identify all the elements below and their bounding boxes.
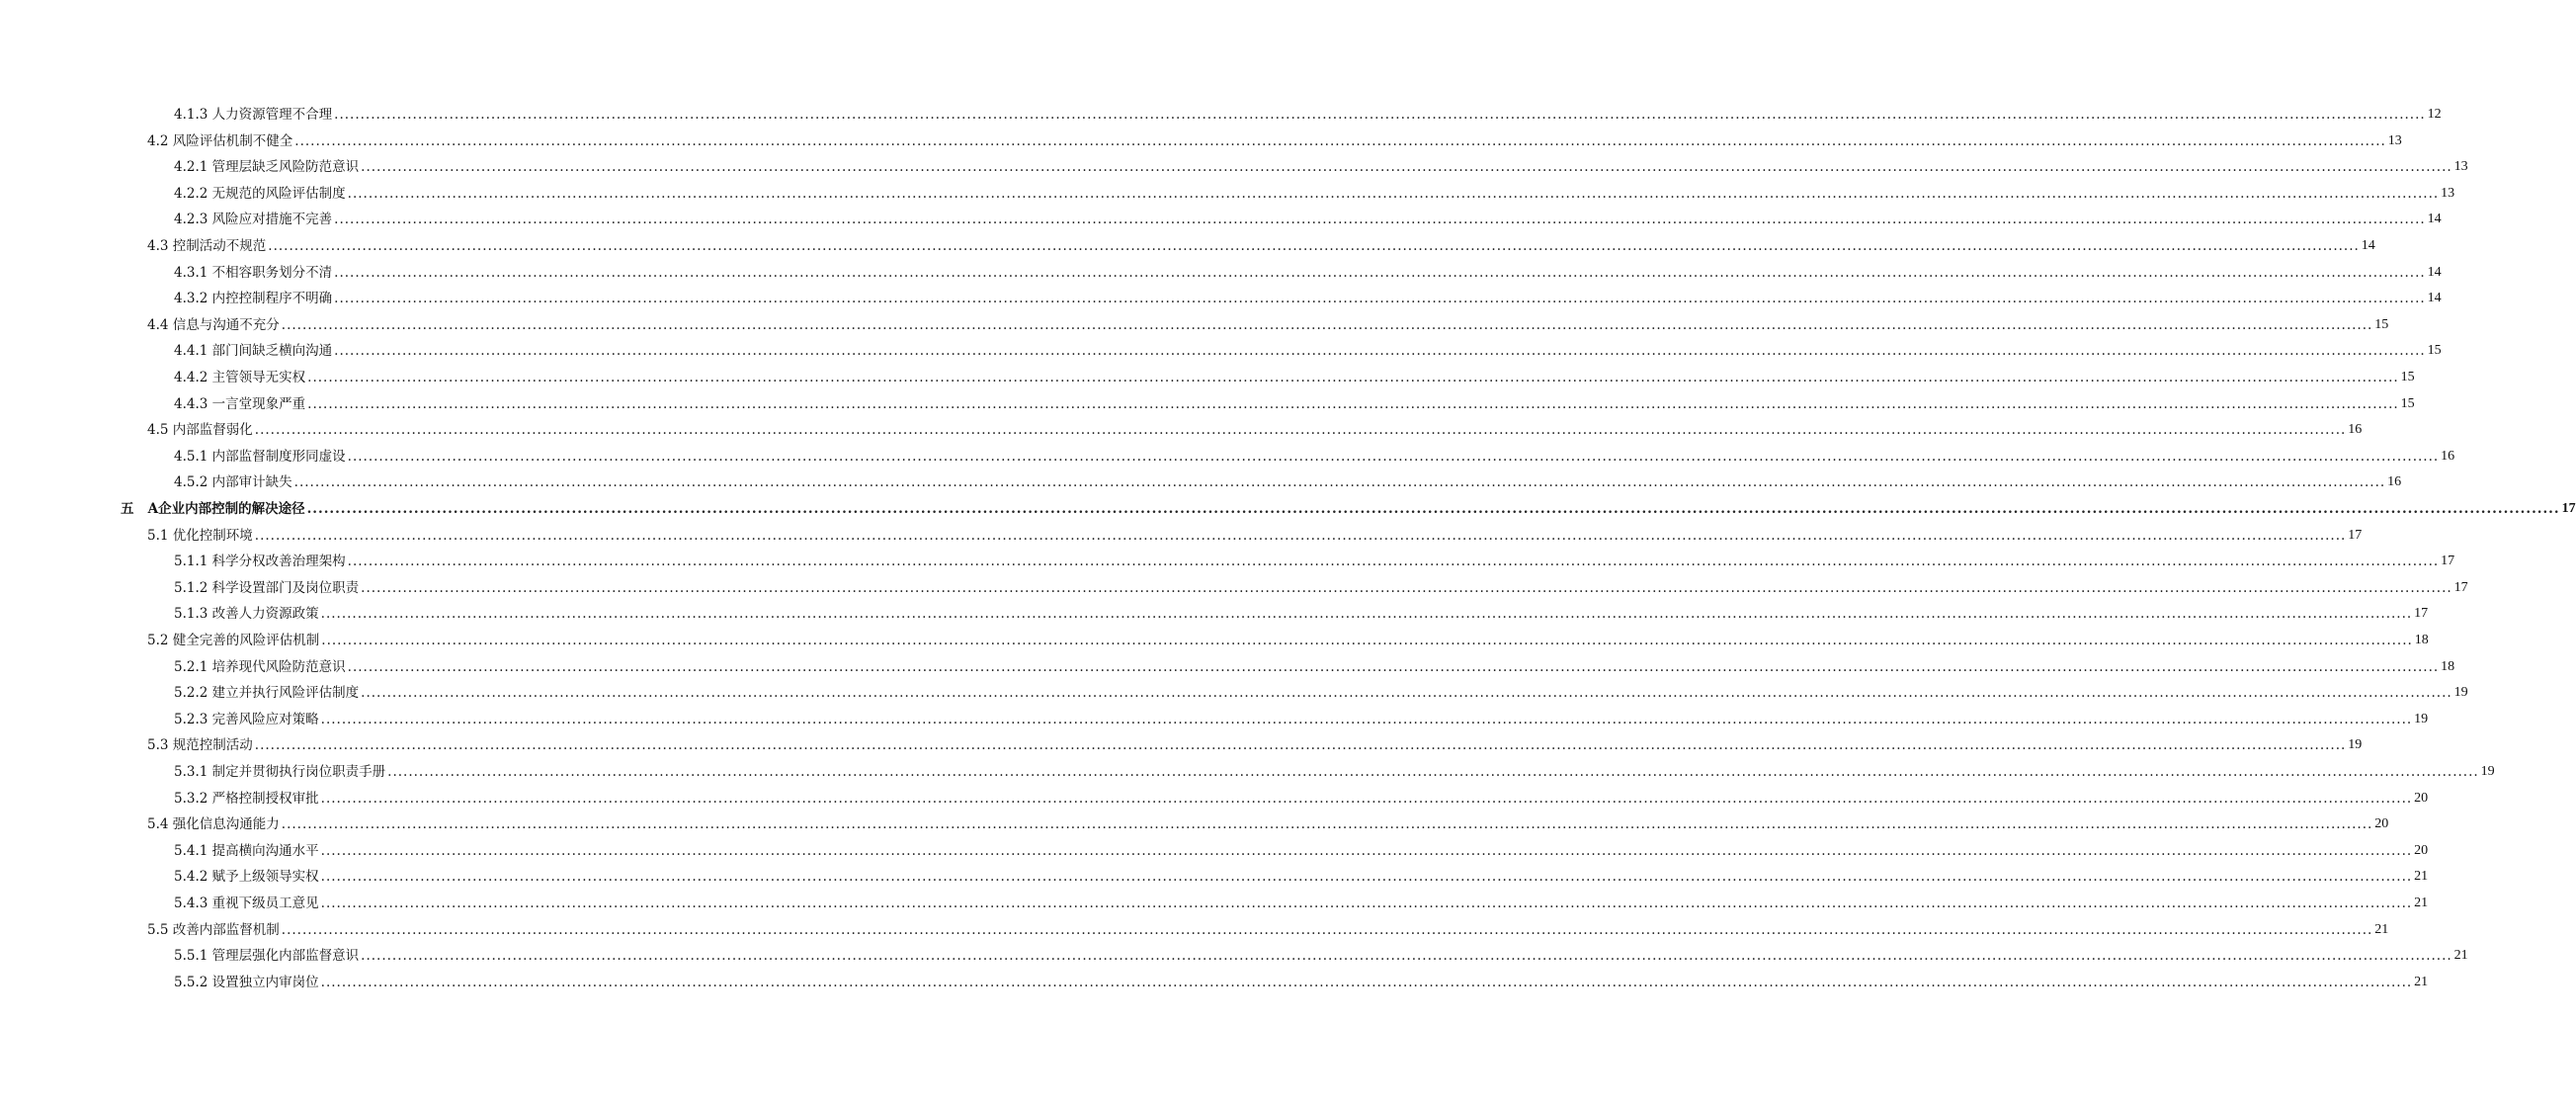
toc-entry-number: 五 — [121, 501, 134, 517]
toc-page-number: 12 — [2427, 107, 2442, 122]
toc-entry[interactable] — [174, 177, 2455, 203]
toc-entry-number: 5.5.1 — [174, 948, 208, 965]
toc-entry-label — [174, 185, 346, 203]
toc-entry-title: 部门间缺乏横向沟通 — [211, 343, 333, 360]
toc-entry-number: 5.3.1 — [174, 764, 208, 780]
toc-dot-leader: ................................................................................................................................................................................................................................................................................................................................................................................................................ — [334, 343, 2426, 360]
toc-dot-leader: ................................................................................................................................................................................................................................................................................................................................................................................................................ — [361, 685, 2452, 702]
toc-entry-number: 5.4.2 — [174, 869, 208, 886]
toc-dot-leader: ................................................................................................................................................................................................................................................................................................................................................................................................................ — [254, 422, 2347, 439]
toc-entry-number: 5.3 — [147, 737, 169, 754]
toc-entry-number: 4.3.2 — [174, 291, 208, 307]
toc-entry-number: 5.1.3 — [174, 606, 208, 623]
toc-entry[interactable] — [174, 361, 2415, 386]
toc-page-number: 16 — [2441, 448, 2455, 464]
toc-entry[interactable] — [174, 203, 2442, 228]
toc-entry-label — [174, 211, 332, 228]
toc-dot-leader: ................................................................................................................................................................................................................................................................................................................................................................................................................ — [268, 238, 2360, 254]
toc-entry-label — [174, 158, 359, 176]
toc-entry[interactable] — [174, 150, 2468, 176]
toc-page-number: 15 — [2400, 395, 2415, 411]
toc-page-number: 13 — [2441, 185, 2455, 201]
toc-page-number: 17 — [2414, 606, 2429, 622]
toc-entry[interactable] — [174, 334, 2442, 360]
toc-entry-number: 5.5 — [147, 921, 169, 938]
toc-entry-title: 建立并执行风险评估制度 — [211, 685, 360, 702]
toc-entry[interactable] — [147, 308, 2389, 334]
toc-dot-leader: ................................................................................................................................................................................................................................................................................................................................................................................................................ — [320, 790, 2413, 807]
toc-dot-leader: ................................................................................................................................................................................................................................................................................................................................................................................................................ — [361, 579, 2452, 596]
toc-entry-title: 科学设置部门及岗位职责 — [211, 579, 360, 596]
toc-page-number: 17 — [2441, 554, 2455, 569]
toc-entry-label — [174, 553, 346, 570]
toc-dot-leader: ................................................................................................................................................................................................................................................................................................................................................................................................................ — [361, 159, 2452, 176]
toc-page-number: 15 — [2374, 316, 2389, 332]
toc-entry-number: 4.2 — [147, 132, 169, 149]
toc-entry-title: 内部监督弱化 — [172, 422, 253, 439]
toc-page-number: 17 — [2348, 527, 2363, 543]
toc-page-number: 20 — [2414, 790, 2429, 806]
toc-entry[interactable] — [174, 545, 2455, 570]
toc-dot-leader: ................................................................................................................................................................................................................................................................................................................................................................................................................ — [334, 107, 2426, 123]
toc-entry[interactable] — [174, 860, 2429, 886]
toc-entry-label — [174, 974, 319, 991]
toc-entry[interactable] — [147, 125, 2402, 150]
toc-entry[interactable] — [174, 387, 2415, 413]
toc-entry-title: 重视下级员工意见 — [211, 896, 319, 911]
toc-entry-label — [174, 106, 332, 124]
toc-entry-title: 培养现代风险防范意识 — [211, 658, 346, 675]
toc-entry[interactable] — [147, 624, 2429, 649]
toc-entry-title: 无规范的风险评估制度 — [211, 185, 346, 202]
toc-page-number: 20 — [2414, 842, 2429, 858]
toc-entry-number: 5.5.2 — [174, 974, 208, 990]
toc-entry[interactable] — [174, 650, 2455, 676]
toc-entry[interactable] — [147, 229, 2375, 255]
toc-entry[interactable] — [147, 519, 2363, 545]
toc-entry-title: 优化控制环境 — [172, 527, 253, 544]
toc-page-number: 14 — [2427, 212, 2442, 227]
toc-dot-leader: ................................................................................................................................................................................................................................................................................................................................................................................................................ — [347, 554, 2440, 570]
toc-chapter-entry[interactable] — [121, 492, 2576, 518]
toc-entry[interactable] — [174, 440, 2455, 466]
toc-entry-title: 提高横向沟通水平 — [211, 842, 319, 859]
toc-entry-label — [147, 736, 253, 754]
toc-entry[interactable] — [174, 939, 2468, 965]
toc-entry-label — [174, 448, 346, 466]
toc-entry-label — [147, 132, 292, 150]
toc-page-number: 16 — [2348, 422, 2363, 438]
toc-entry-number: 4.2.3 — [174, 212, 208, 228]
toc-entry-title: 制定并贯彻执行岗位职责手册 — [211, 764, 386, 780]
toc-page-number: 15 — [2427, 343, 2442, 359]
toc-entry-number: 5.2.2 — [174, 685, 208, 702]
toc-entry-title: 管理层强化内部监督意识 — [211, 948, 360, 965]
toc-entry-title: 一言堂现象严重 — [211, 395, 306, 412]
toc-entry-label — [174, 842, 319, 860]
toc-dot-leader: ................................................................................................................................................................................................................................................................................................................................................................................................................ — [347, 658, 2440, 675]
toc-entry[interactable] — [174, 571, 2468, 597]
toc-entry-number: 5.3.2 — [174, 790, 208, 807]
toc-entry[interactable] — [174, 282, 2442, 307]
toc-entry-label — [174, 868, 319, 886]
toc-entry-label — [147, 237, 266, 255]
toc-entry-label — [174, 290, 332, 307]
toc-entry-label — [147, 421, 253, 439]
toc-entry-title: 人力资源管理不合理 — [211, 107, 333, 123]
toc-entry-title: 风险评估机制不健全 — [172, 132, 293, 149]
toc-entry-number: 5.2.1 — [174, 658, 208, 675]
toc-entry-number: 5.4 — [147, 816, 169, 833]
toc-dot-leader: ................................................................................................................................................................................................................................................................................................................................................................................................................ — [334, 291, 2426, 307]
toc-entry-title: 严格控制授权审批 — [211, 790, 319, 807]
toc-dot-leader: ................................................................................................................................................................................................................................................................................................................................................................................................................ — [320, 606, 2413, 623]
toc-entry-label — [147, 815, 280, 833]
toc-entry-title: 管理层缺乏风险防范意识 — [211, 159, 360, 176]
toc-entry-number: 5.1.1 — [174, 554, 208, 570]
toc-page-number: 13 — [2453, 159, 2468, 175]
toc-entry-title: 科学分权改善治理架构 — [211, 554, 346, 570]
toc-dot-leader: ................................................................................................................................................................................................................................................................................................................................................................................................................ — [294, 132, 2386, 149]
toc-page-number: 21 — [2453, 948, 2468, 964]
toc-entry[interactable] — [174, 466, 2402, 491]
toc-entry-title: 信息与沟通不充分 — [172, 316, 280, 333]
toc-entry[interactable] — [174, 98, 2442, 124]
toc-entry[interactable] — [174, 703, 2429, 728]
toc-entry-title: 改善人力资源政策 — [211, 606, 319, 623]
toc-page-number: 21 — [2414, 896, 2429, 910]
toc-entry-label — [174, 342, 332, 360]
toc-page-number: 17 — [2453, 579, 2468, 595]
toc-page-number: 15 — [2400, 370, 2415, 384]
toc-dot-leader: ................................................................................................................................................................................................................................................................................................................................................................................................................ — [307, 370, 2399, 385]
toc-page-number: 19 — [2480, 764, 2495, 779]
toc-entry-number: 5.1 — [147, 527, 169, 544]
toc-entry-number: 4.3.1 — [174, 264, 208, 281]
toc-dot-leader: ................................................................................................................................................................................................................................................................................................................................................................................................................ — [254, 737, 2347, 754]
toc-entry[interactable] — [174, 834, 2429, 860]
toc-entry-number: 4.3 — [147, 238, 169, 254]
toc-entry-number: 4.5.1 — [174, 448, 208, 465]
toc-entry-title: 内控控制程序不明确 — [211, 291, 333, 307]
toc-entry[interactable] — [174, 887, 2429, 912]
toc-entry-title: 完善风险应对策略 — [211, 711, 319, 727]
toc-page-number: 16 — [2387, 474, 2402, 490]
toc-entry-label — [174, 895, 319, 912]
toc-entry-title: 设置独立内审岗位 — [211, 974, 319, 990]
toc-entry-title: 内部审计缺失 — [211, 474, 292, 491]
toc-dot-leader: ................................................................................................................................................................................................................................................................................................................................................................................................................ — [347, 185, 2440, 202]
toc-entry[interactable] — [174, 966, 2429, 991]
toc-dot-leader: ................................................................................................................................................................................................................................................................................................................................................................................................................ — [320, 842, 2413, 859]
toc-dot-leader: ................................................................................................................................................................................................................................................................................................................................................................................................................ — [320, 974, 2413, 990]
toc-entry-number: 4.2.2 — [174, 185, 208, 202]
toc-entry-label — [174, 395, 305, 413]
toc-entry-number: 4.4.2 — [174, 370, 208, 385]
toc-entry-label — [147, 921, 280, 939]
toc-entry[interactable] — [147, 913, 2389, 939]
toc-dot-leader: ................................................................................................................................................................................................................................................................................................................................................................................................................ — [306, 501, 2560, 517]
toc-page-number: 18 — [2441, 658, 2455, 674]
toc-entry-label — [174, 579, 359, 597]
toc-dot-leader: ................................................................................................................................................................................................................................................................................................................................................................................................................ — [361, 948, 2452, 965]
toc-entry-title: 控制活动不规范 — [172, 238, 267, 254]
toc-dot-leader: ................................................................................................................................................................................................................................................................................................................................................................................................................ — [334, 212, 2426, 228]
toc-entry[interactable] — [174, 597, 2429, 623]
toc-entry[interactable] — [174, 256, 2442, 282]
toc-entry-title: 健全完善的风险评估机制 — [172, 633, 320, 648]
toc-dot-leader: ................................................................................................................................................................................................................................................................................................................................................................................................................ — [387, 764, 2479, 780]
toc-entry-number: 4.4 — [147, 316, 169, 333]
toc-page-number: 18 — [2414, 633, 2429, 647]
toc-dot-leader: ................................................................................................................................................................................................................................................................................................................................................................................................................ — [320, 869, 2413, 886]
toc-entry-label — [174, 473, 292, 491]
toc-page-number: 19 — [2453, 685, 2468, 701]
toc-entry-title: A企业内部控制的解决途径 — [147, 501, 305, 517]
toc-entry-label — [174, 763, 385, 781]
toc-entry[interactable] — [147, 728, 2363, 754]
toc-entry-number: 5.4.1 — [174, 842, 208, 859]
toc-entry-number: 5.1.2 — [174, 579, 208, 596]
toc-entry-label — [174, 605, 319, 623]
toc-page-number: 21 — [2414, 974, 2429, 989]
toc-entry-number: 5.2 — [147, 633, 169, 648]
toc-page-number: 21 — [2414, 869, 2429, 885]
toc-entry-label — [174, 790, 319, 808]
toc-dot-leader: ................................................................................................................................................................................................................................................................................................................................................................................................................ — [347, 448, 2440, 465]
toc-entry-label — [174, 264, 332, 282]
toc-entry-title: 不相容职务划分不清 — [211, 264, 333, 281]
toc-dot-leader: ................................................................................................................................................................................................................................................................................................................................................................................................................ — [293, 474, 2386, 491]
toc-dot-leader: ................................................................................................................................................................................................................................................................................................................................................................................................................ — [334, 264, 2426, 281]
toc-entry-title: 规范控制活动 — [172, 737, 253, 754]
toc-entry-label — [174, 711, 319, 728]
toc-entry-number: 5.4.3 — [174, 896, 208, 911]
toc-entry-number: 4.4.1 — [174, 343, 208, 360]
toc-entry-title: 主管领导无实权 — [211, 370, 306, 385]
toc-entry-title: 赋予上级领导实权 — [211, 869, 319, 886]
toc-entry-number: 4.2.1 — [174, 159, 208, 176]
toc-entry-label — [174, 684, 359, 702]
toc-entry-label — [147, 316, 280, 334]
toc-entry-title: 风险应对措施不完善 — [211, 212, 333, 228]
toc-entry-number: 4.1.3 — [174, 107, 208, 123]
toc-entry-label — [174, 947, 359, 965]
toc-entry-label — [147, 527, 253, 545]
toc-dot-leader: ................................................................................................................................................................................................................................................................................................................................................................................................................ — [320, 711, 2413, 727]
toc-page-number: 19 — [2348, 737, 2363, 753]
toc-entry[interactable] — [174, 782, 2429, 808]
toc-entry-label — [174, 369, 305, 386]
toc-entry[interactable] — [174, 755, 2495, 781]
toc-entry[interactable] — [147, 808, 2389, 833]
toc-entry-label — [174, 658, 346, 676]
toc-dot-leader: ................................................................................................................................................................................................................................................................................................................................................................................................................ — [307, 395, 2399, 412]
toc-page-number: 17 — [2561, 501, 2576, 516]
toc-entry-title: 强化信息沟通能力 — [172, 816, 280, 833]
toc-page-number: 20 — [2374, 816, 2389, 832]
toc-entry-label — [147, 632, 319, 649]
toc-dot-leader: ................................................................................................................................................................................................................................................................................................................................................................................................................ — [254, 527, 2347, 544]
toc-entry-number: 4.5 — [147, 422, 169, 439]
toc-dot-leader: ................................................................................................................................................................................................................................................................................................................................................................................................................ — [281, 816, 2373, 833]
toc-dot-leader: ................................................................................................................................................................................................................................................................................................................................................................................................................ — [320, 896, 2413, 911]
toc-entry-title: 内部监督制度形同虚设 — [211, 448, 346, 465]
toc-page-number: 13 — [2387, 132, 2402, 148]
toc-entry-number: 5.2.3 — [174, 711, 208, 727]
toc-entry-number: 4.5.2 — [174, 474, 208, 491]
toc-dot-leader: ................................................................................................................................................................................................................................................................................................................................................................................................................ — [281, 921, 2373, 938]
toc-dot-leader: ................................................................................................................................................................................................................................................................................................................................................................................................................ — [281, 316, 2373, 333]
toc-page-number: 14 — [2427, 264, 2442, 280]
toc-entry-title: 改善内部监督机制 — [172, 921, 280, 938]
toc-entry[interactable] — [174, 676, 2468, 702]
toc-entry[interactable] — [147, 413, 2363, 439]
toc-dot-leader: ................................................................................................................................................................................................................................................................................................................................................................................................................ — [321, 633, 2413, 648]
toc-page-number: 14 — [2427, 291, 2442, 306]
toc-page-number: 19 — [2414, 711, 2429, 726]
toc-page-number: 21 — [2374, 921, 2389, 937]
toc-page-number: 14 — [2361, 238, 2375, 253]
toc-entry-number: 4.4.3 — [174, 395, 208, 412]
toc-entry-label — [121, 500, 305, 518]
